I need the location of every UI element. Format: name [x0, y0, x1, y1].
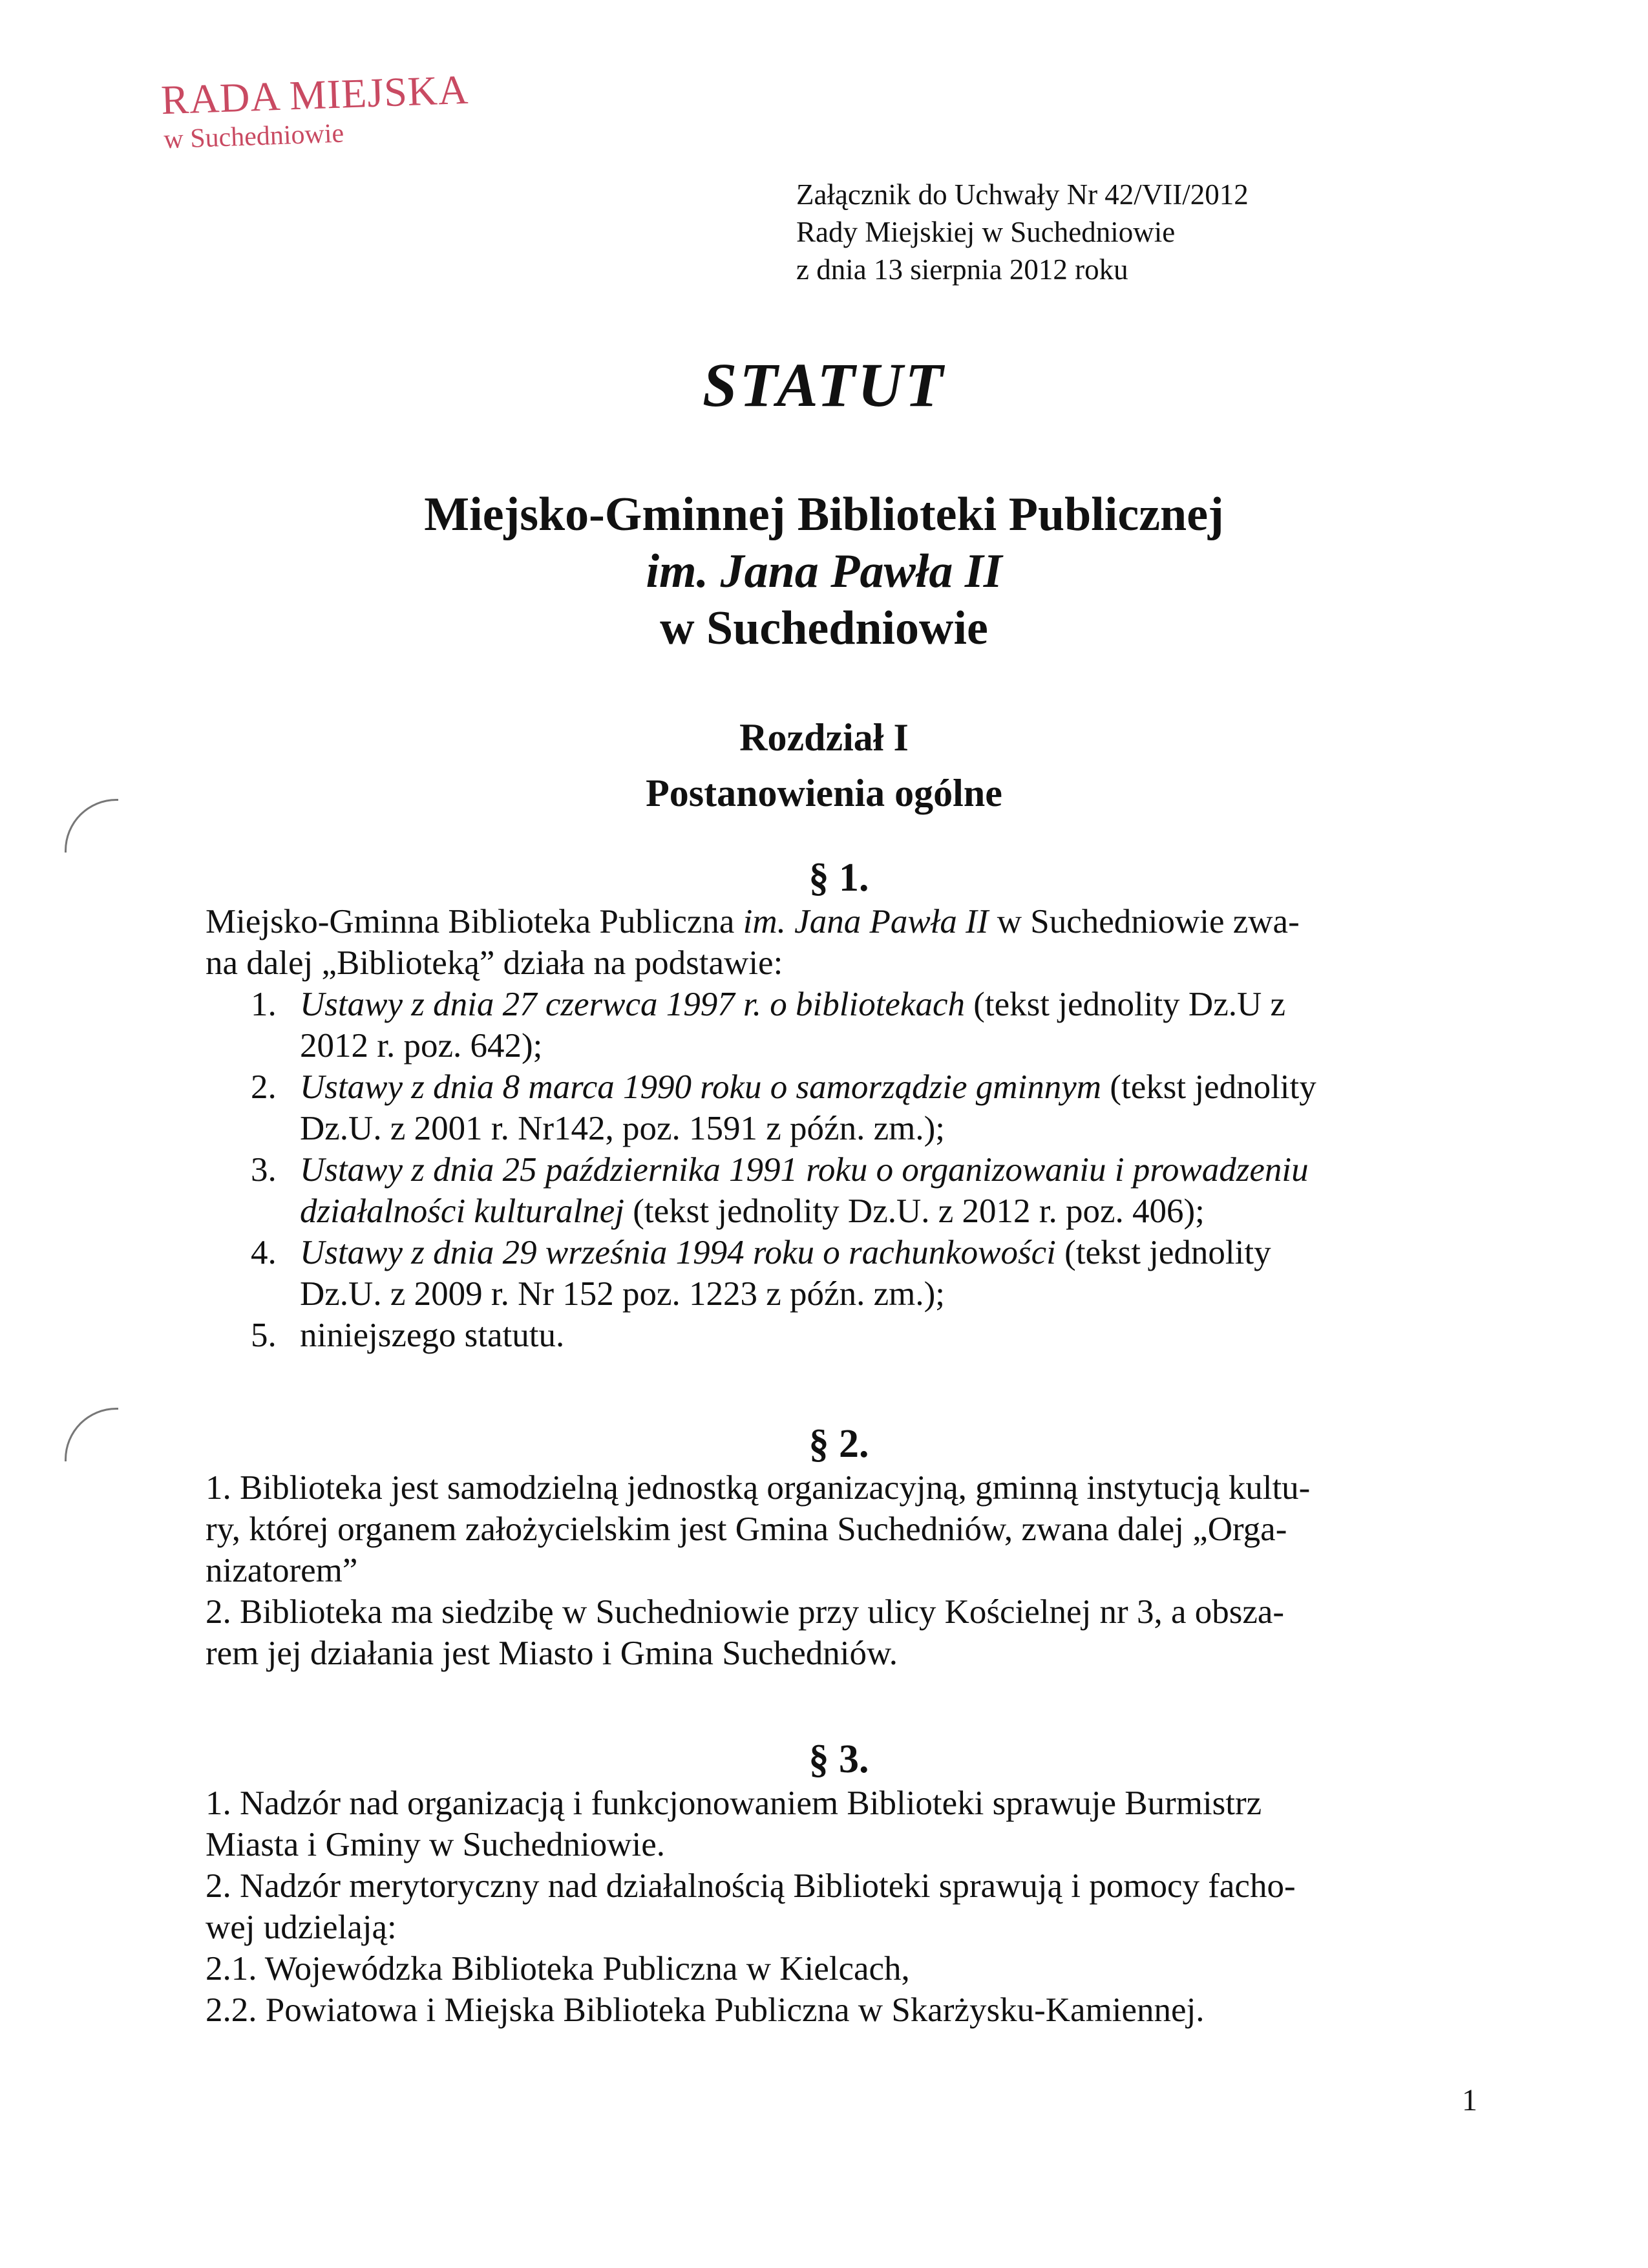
library-name-line-1: Miejsko-Gminnej Biblioteki Publicznej: [424, 488, 1224, 541]
section-3-line: Miasta i Gminy w Suchedniowie.: [206, 1826, 665, 1863]
punch-hole-mark: [65, 1408, 118, 1461]
list-item-act: Ustawy z dnia 29 września 1994 roku o rachunkowości: [300, 1234, 1056, 1271]
section-2-line: 1. Biblioteka jest samodzielną jednostką organizacyjną, gminną instytucją kultu-: [206, 1469, 1311, 1507]
list-item-number: 5.: [251, 1317, 277, 1354]
stamp-line-2: w Suchedniowie: [163, 118, 344, 155]
section-3-line: 2. Nadzór merytoryczny nad działalnością Biblioteki sprawują i pomocy facho-: [206, 1867, 1296, 1905]
library-name: [0, 486, 1648, 657]
annex-line-3: z dnia 13 sierpnia 2012 roku: [796, 253, 1128, 286]
list-item: [206, 984, 1472, 1066]
annex-line-2: Rady Miejskiej w Suchedniowie: [796, 216, 1176, 248]
section-1: [206, 854, 1472, 1356]
list-item-number: 3.: [251, 1151, 277, 1189]
intro-text-b: im. Jana Pawła II: [743, 903, 989, 940]
intro-text-a: Miejsko-Gminna Biblioteka Publiczna: [206, 903, 743, 940]
list-item-text: niniejszego statutu.: [300, 1317, 565, 1354]
section-3-line: 2.2. Powiatowa i Miejska Biblioteka Publiczna w Skarżysku-Kamiennej.: [206, 1991, 1205, 2029]
section-1-intro: [206, 901, 1472, 984]
intro-text-c: w Suchedniowie zwa-: [988, 903, 1300, 940]
intro-text-d: na dalej „Biblioteką” działa na podstawie:: [206, 944, 783, 982]
list-item-text: 2012 r. poz. 642);: [300, 1027, 543, 1065]
list-item-number: 4.: [251, 1234, 277, 1271]
list-item-text: (tekst jednolity: [1101, 1068, 1316, 1106]
section-2: [206, 1421, 1472, 1674]
section-2-line: ry, której organem założycielskim jest Gmina Suchedniów, zwana dalej „Orga-: [206, 1510, 1287, 1548]
council-stamp: [160, 66, 470, 156]
list-item-number: 1.: [251, 986, 277, 1023]
annex-line-1: Załącznik do Uchwały Nr 42/VII/2012: [796, 178, 1249, 211]
section-2-line: 2. Biblioteka ma siedzibę w Suchedniowie przy ulicy Kościelnej nr 3, a obsza-: [206, 1593, 1285, 1631]
section-2-line: nizatorem”: [206, 1552, 358, 1589]
chapter-heading: [0, 710, 1648, 821]
section-3-line: 1. Nadzór nad organizacją i funkcjonowaniem Biblioteki sprawuje Burmistrz: [206, 1785, 1262, 1822]
stamp-line-1: RADA MIEJSKA: [160, 66, 470, 123]
chapter-number: Rozdział I: [739, 716, 909, 759]
list-item: [206, 1066, 1472, 1149]
section-1-mark: § 1.: [808, 856, 869, 900]
list-item-act: działalności kulturalnej: [300, 1192, 624, 1230]
section-3-mark: § 3.: [808, 1737, 869, 1781]
list-item: [206, 1232, 1472, 1315]
annex-note: [796, 176, 1249, 288]
list-item-text: (tekst jednolity Dz.U. z 2012 r. poz. 406);: [624, 1192, 1205, 1230]
list-item-act: Ustawy z dnia 27 czerwca 1997 r. o bibliotekach: [300, 986, 965, 1023]
page-number: 1: [1462, 2083, 1477, 2117]
document-title: STATUT: [702, 350, 946, 419]
legal-basis-list: [206, 984, 1472, 1356]
section-3-line: wej udzielają:: [206, 1909, 397, 1946]
list-item-act: Ustawy z dnia 8 marca 1990 roku o samorządzie gminnym: [300, 1068, 1102, 1106]
section-2-mark: § 2.: [808, 1422, 869, 1466]
library-name-line-2: im. Jana Pawła II: [646, 545, 1002, 598]
list-item-act: Ustawy z dnia 25 października 1991 roku o organizowaniu i prowadzeniu: [300, 1151, 1309, 1189]
list-item-text: (tekst jednolity: [1055, 1234, 1271, 1271]
section-2-line: rem jej działania jest Miasto i Gmina Suchedniów.: [206, 1635, 898, 1672]
list-item: [206, 1315, 1472, 1356]
library-name-line-3: w Suchedniowie: [660, 602, 988, 655]
list-item-number: 2.: [251, 1068, 277, 1106]
list-item-text: Dz.U. z 2001 r. Nr142, poz. 1591 z późn. zm.);: [300, 1110, 945, 1147]
list-item: [206, 1149, 1472, 1232]
list-item-text: (tekst jednolity Dz.U z: [965, 986, 1286, 1023]
section-3: [206, 1736, 1472, 2031]
section-3-line: 2.1. Wojewódzka Biblioteka Publiczna w Kielcach,: [206, 1950, 910, 1987]
chapter-name: Postanowienia ogólne: [646, 772, 1002, 814]
list-item-text: Dz.U. z 2009 r. Nr 152 poz. 1223 z późn. zm.);: [300, 1275, 945, 1313]
